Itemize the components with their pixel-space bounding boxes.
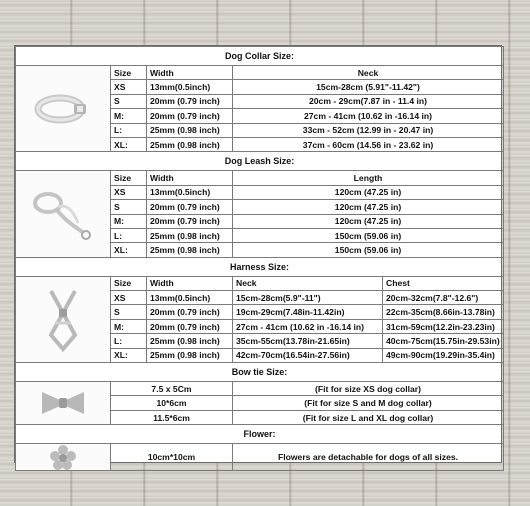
leash-width-cell: 20mm (0.79 inch) — [147, 214, 233, 228]
collar-neck-cell: 37cm - 60cm (14.56 in - 23.62 in) — [233, 137, 504, 151]
bowtie-fit-cell: (Fit for size L and XL dog collar) — [233, 410, 504, 424]
collar-header-width: Width — [147, 66, 233, 80]
collar-size-cell: M: — [111, 109, 147, 123]
leash-length-cell: 150cm (59.06 in) — [233, 228, 504, 242]
harness-width-cell: 20mm (0.79 inch) — [147, 305, 233, 319]
collar-neck-cell: 27cm - 41cm (10.62 in -16.14 in) — [233, 109, 504, 123]
leash-size-cell: XS — [111, 185, 147, 199]
harness-width-cell: 13mm(0.5inch) — [147, 291, 233, 305]
leash-header-size: Size — [111, 171, 147, 185]
bowtie-icon — [38, 389, 88, 417]
harness-chest-cell: 22cm-35cm(8.66in-13.78in) — [383, 305, 504, 319]
harness-chest-cell: 31cm-59cm(12.2in-23.23in) — [383, 319, 504, 333]
harness-size-cell: XL: — [111, 348, 147, 362]
collar-width-cell: 20mm (0.79 inch) — [147, 94, 233, 108]
flower-icon — [48, 444, 78, 470]
leash-size-cell: L: — [111, 228, 147, 242]
harness-chest-cell: 20cm-32cm(7.8"-12.6") — [383, 291, 504, 305]
leash-size-cell: XL: — [111, 243, 147, 257]
leash-length-cell: 120cm (47.25 in) — [233, 185, 504, 199]
harness-chest-cell: 40cm-75cm(15.75in-29.53in) — [383, 334, 504, 348]
harness-size-cell: M: — [111, 319, 147, 333]
harness-header-width: Width — [147, 276, 233, 290]
flower-note-cell: Flowers are detachable for dogs of all sizes. — [233, 444, 504, 471]
harness-header-neck: Neck — [233, 276, 383, 290]
collar-title: Dog Collar Size: — [16, 47, 504, 66]
leash-size-cell: M: — [111, 214, 147, 228]
harness-neck-cell: 19cm-29cm(7.48in-11.42in) — [233, 305, 383, 319]
harness-neck-cell: 15cm-28cm(5.9"-11") — [233, 291, 383, 305]
collar-header-neck: Neck — [233, 66, 504, 80]
collar-header-size: Size — [111, 66, 147, 80]
collar-size-cell: L: — [111, 123, 147, 137]
harness-neck-cell: 42cm-70cm(16.54in-27.56in) — [233, 348, 383, 362]
collar-neck-cell: 33cm - 52cm (12.99 in - 20.47 in) — [233, 123, 504, 137]
table-row — [16, 444, 504, 471]
harness-image-cell — [16, 276, 111, 362]
bowtie-image-cell — [16, 382, 111, 425]
harness-neck-cell: 27cm - 41cm (10.62 in -16.14 in) — [233, 319, 383, 333]
size-chart-sheet — [14, 45, 502, 463]
harness-width-cell: 25mm (0.98 inch) — [147, 334, 233, 348]
leash-header-row — [16, 171, 504, 185]
leash-image-cell — [16, 171, 111, 257]
harness-header-chest: Chest — [383, 276, 504, 290]
bowtie-title: Bow tie Size: — [16, 363, 504, 382]
bowtie-fit-cell: (Fit for size XS dog collar) — [233, 382, 504, 396]
bowtie-size-cell: 7.5 x 5Cm — [111, 382, 233, 396]
harness-size-cell: S — [111, 305, 147, 319]
flower-image-cell — [16, 444, 111, 471]
harness-title-row — [16, 257, 504, 276]
collar-title-row — [16, 47, 504, 66]
harness-width-cell: 20mm (0.79 inch) — [147, 319, 233, 333]
leash-header-length: Length — [233, 171, 504, 185]
harness-size-cell: L: — [111, 334, 147, 348]
leash-icon — [28, 183, 98, 245]
leash-width-cell: 25mm (0.98 inch) — [147, 243, 233, 257]
bowtie-title-row — [16, 363, 504, 382]
collar-width-cell: 13mm(0.5inch) — [147, 80, 233, 94]
collar-size-cell: XL: — [111, 137, 147, 151]
bowtie-size-cell: 10*6cm — [111, 396, 233, 410]
harness-icon — [33, 283, 93, 355]
harness-header-size: Size — [111, 276, 147, 290]
collar-neck-cell: 20cm - 29cm(7.87 in - 11.4 in) — [233, 94, 504, 108]
leash-title: Dog Leash Size: — [16, 152, 504, 171]
leash-width-cell: 13mm(0.5inch) — [147, 185, 233, 199]
collar-width-cell: 25mm (0.98 inch) — [147, 137, 233, 151]
collar-size-cell: S — [111, 94, 147, 108]
size-chart-table — [15, 46, 504, 471]
collar-image-cell — [16, 66, 111, 152]
flower-size-cell: 10cm*10cm — [111, 444, 233, 471]
collar-width-cell: 20mm (0.79 inch) — [147, 109, 233, 123]
harness-chest-cell: 49cm-90cm(19.29in-35.4in) — [383, 348, 504, 362]
leash-width-cell: 25mm (0.98 inch) — [147, 228, 233, 242]
harness-title: Harness Size: — [16, 257, 504, 276]
flower-title: Flower: — [16, 425, 504, 444]
harness-neck-cell: 35cm-55cm(13.78in-21.65in) — [233, 334, 383, 348]
bowtie-size-cell: 11.5*6cm — [111, 410, 233, 424]
collar-icon — [30, 89, 96, 129]
collar-header-row — [16, 66, 504, 80]
collar-neck-cell: 15cm-28cm (5.91"-11.42") — [233, 80, 504, 94]
leash-title-row — [16, 152, 504, 171]
leash-length-cell: 120cm (47.25 in) — [233, 214, 504, 228]
bowtie-fit-cell: (Fit for size S and M dog collar) — [233, 396, 504, 410]
harness-width-cell: 25mm (0.98 inch) — [147, 348, 233, 362]
leash-length-cell: 120cm (47.25 in) — [233, 200, 504, 214]
table-row — [16, 382, 504, 396]
harness-header-row — [16, 276, 504, 290]
leash-size-cell: S — [111, 200, 147, 214]
flower-title-row — [16, 425, 504, 444]
collar-size-cell: XS — [111, 80, 147, 94]
collar-width-cell: 25mm (0.98 inch) — [147, 123, 233, 137]
harness-size-cell: XS — [111, 291, 147, 305]
leash-length-cell: 150cm (59.06 in) — [233, 243, 504, 257]
leash-width-cell: 20mm (0.79 inch) — [147, 200, 233, 214]
leash-header-width: Width — [147, 171, 233, 185]
